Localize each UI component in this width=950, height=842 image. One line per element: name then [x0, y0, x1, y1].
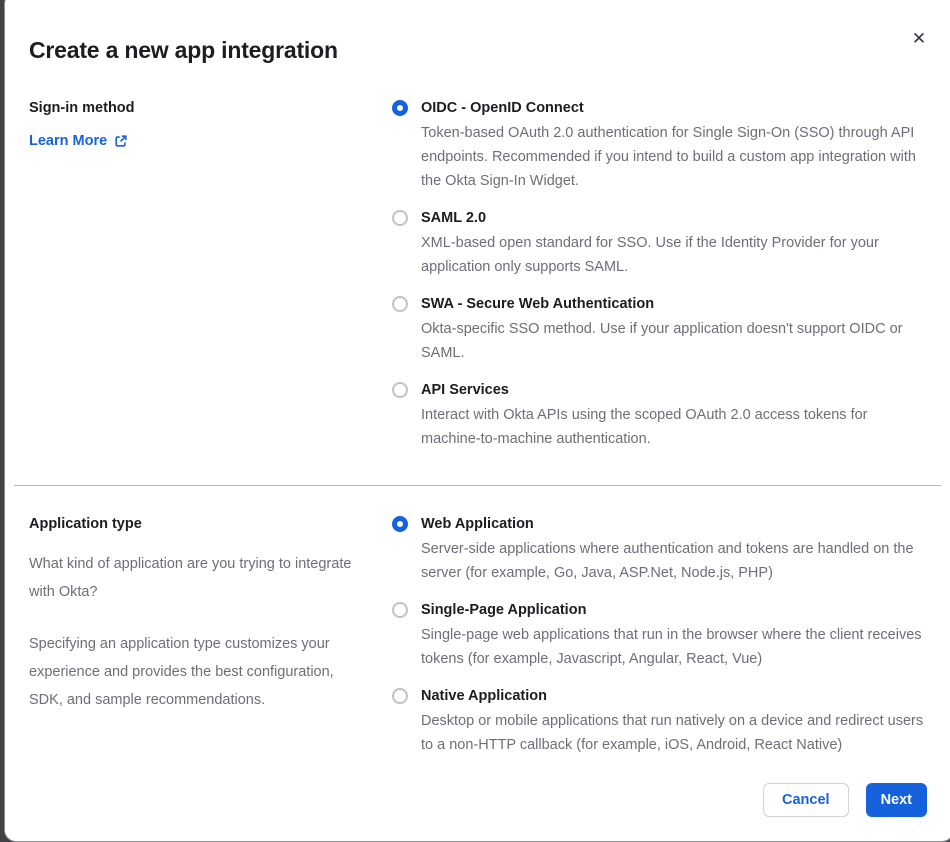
signin-method-section [5, 98, 950, 451]
radio-option-native-app-head[interactable] [392, 686, 927, 706]
learn-more-link[interactable] [29, 133, 128, 149]
radio-option-web-app [392, 514, 927, 585]
application-type-explainer: Specifying an application type customizes your experience and provides the best configuration, SDK, and sample recommendations. [29, 636, 334, 708]
radio-desc-web-app: Server-side applications where authentication and tokens are handled on the server (for example, Go, Java, ASP.Net, Node.js, PHP) [421, 541, 914, 581]
dialog-title: Create a new app integration [29, 37, 338, 63]
radio-button-native-app[interactable] [392, 688, 408, 704]
radio-label-saml: SAML 2.0 [421, 210, 487, 226]
radio-label-spa: Single-Page Application [421, 602, 587, 618]
create-app-integration-dialog [4, 0, 950, 842]
radio-label-native-app: Native Application [421, 688, 547, 704]
radio-option-oidc [392, 98, 927, 193]
cancel-button[interactable]: Cancel [763, 783, 849, 817]
dialog-header [5, 29, 950, 64]
radio-desc-oidc: Token-based OAuth 2.0 authentication for Single Sign-On (SSO) through API endpoints. Recommended if you intend to build a custom app integration with the Okta Sign-In Widget. [421, 125, 916, 189]
radio-button-swa[interactable] [392, 296, 408, 312]
radio-option-native-app [392, 686, 927, 757]
radio-option-saml [392, 208, 927, 279]
radio-option-api-services-head[interactable] [392, 380, 927, 400]
radio-label-swa: SWA - Secure Web Authentication [421, 296, 655, 312]
signin-method-left-col [29, 98, 392, 451]
application-type-left-col [29, 514, 392, 757]
radio-desc-spa: Single-page web applications that run in the browser where the client receives tokens (for example, Javascript, Angular, React, Vue) [421, 627, 922, 667]
radio-option-spa [392, 600, 927, 671]
radio-label-web-app: Web Application [421, 516, 534, 532]
radio-desc-api-services: Interact with Okta APIs using the scoped OAuth 2.0 access tokens for machine-to-machine authentication. [421, 407, 868, 447]
external-link-icon [114, 134, 128, 148]
radio-label-oidc: OIDC - OpenID Connect [421, 100, 584, 116]
application-type-section [5, 514, 950, 757]
application-type-question: What kind of application are you trying to integrate with Okta? [29, 556, 352, 600]
radio-option-swa [392, 294, 927, 365]
radio-option-swa-head[interactable] [392, 294, 927, 314]
radio-option-saml-head[interactable] [392, 208, 927, 228]
radio-option-api-services [392, 380, 927, 451]
radio-desc-saml: XML-based open standard for SSO. Use if the Identity Provider for your application only supports SAML. [421, 235, 879, 275]
radio-label-api-services: API Services [421, 382, 509, 398]
radio-desc-swa: Okta-specific SSO method. Use if your application doesn't support OIDC or SAML. [421, 321, 903, 361]
radio-button-oidc[interactable] [392, 100, 408, 116]
dialog-footer [5, 783, 950, 817]
radio-desc-native-app: Desktop or mobile applications that run natively on a device and redirect users to a non-HTTP callback (for example, iOS, Android, React Native) [421, 713, 924, 753]
radio-button-web-app[interactable] [392, 516, 408, 532]
radio-button-spa[interactable] [392, 602, 408, 618]
radio-button-saml[interactable] [392, 210, 408, 226]
radio-option-oidc-head[interactable] [392, 98, 927, 118]
signin-method-radio-group [392, 98, 927, 451]
application-type-radio-group [392, 514, 927, 757]
next-button[interactable]: Next [866, 783, 927, 817]
application-type-heading: Application type [29, 516, 142, 532]
close-icon[interactable]: ✕ [905, 25, 933, 53]
radio-option-spa-head[interactable] [392, 600, 927, 620]
learn-more-label: Learn More [29, 133, 108, 149]
radio-option-web-app-head[interactable] [392, 514, 927, 534]
signin-method-heading: Sign-in method [29, 100, 135, 116]
section-divider [14, 485, 941, 486]
radio-button-api-services[interactable] [392, 382, 408, 398]
